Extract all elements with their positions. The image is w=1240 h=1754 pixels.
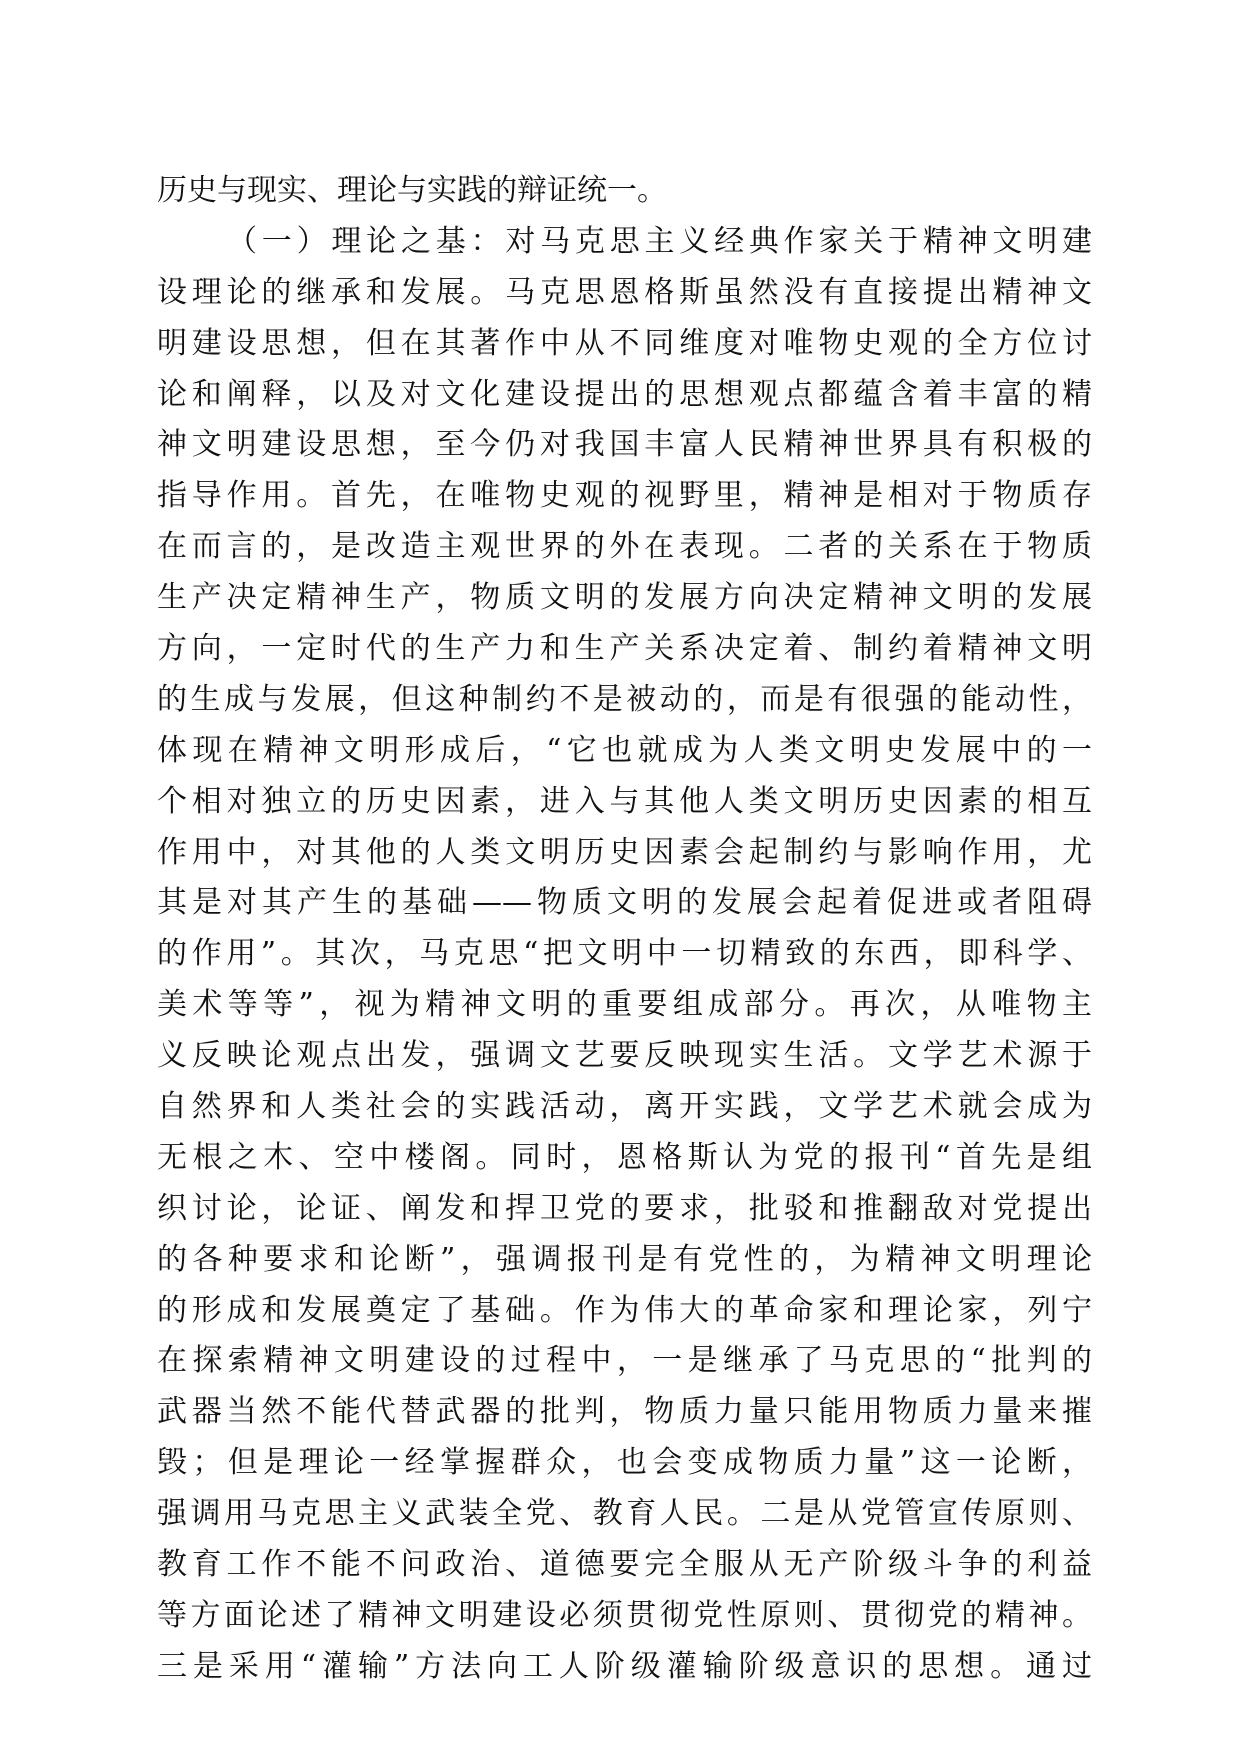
text-line: 的形成和发展奠定了基础。作为伟大的革命家和理论家，列宁 [157, 1292, 1092, 1328]
text-line: 历史与现实、理论与实践的辩证统一。 [157, 173, 667, 208]
text-line: 武器当然不能代替武器的批判，物质力量只能用物质力量来摧 [157, 1394, 1092, 1430]
text-line: 个相对独立的历史因素，进入与其他人类文明历史因素的相互 [157, 783, 1092, 819]
text-line: 美术等等”，视为精神文明的重要组成部分。再次，从唯物主 [157, 987, 1092, 1023]
text-line: 指导作用。首先，在唯物史观的视野里，精神是相对于物质存 [157, 478, 1092, 514]
text-line: 教育工作不能不问政治、道德要完全服从无产阶级斗争的利益 [157, 1547, 1092, 1583]
text-line: 其是对其产生的基础——物质文明的发展会起着促进或者阻碍 [157, 885, 1092, 921]
text-line: 的作用”。其次，马克思“把文明中一切精致的东西，即科学、 [157, 936, 1092, 972]
text-line: 等方面论述了精神文明建设必须贯彻党性原则、贯彻党的精神。 [157, 1597, 1092, 1633]
text-line: 自然界和人类社会的实践活动，离开实践，文学艺术就会成为 [157, 1089, 1092, 1125]
text-line: 论和阐释，以及对文化建设提出的思想观点都蕴含着丰富的精 [157, 376, 1092, 412]
text-line: 的生成与发展，但这种制约不是被动的，而是有很强的能动性， [157, 681, 1092, 717]
text-line: 明建设思想，但在其著作中从不同维度对唯物史观的全方位讨 [157, 325, 1092, 361]
text-line: 强调用马克思主义武装全党、教育人民。二是从党管宣传原则、 [157, 1496, 1092, 1532]
text-line: 生产决定精神生产，物质文明的发展方向决定精神文明的发展 [157, 580, 1092, 616]
text-line: 三是采用“灌输”方法向工人阶级灌输阶级意识的思想。通过 [157, 1648, 1092, 1684]
text-line: 无根之木、空中楼阁。同时，恩格斯认为党的报刊“首先是组 [157, 1139, 1092, 1175]
text-line: 神文明建设思想，至今仍对我国丰富人民精神世界具有积极的 [157, 427, 1092, 463]
body-text [157, 166, 1092, 1693]
text-line: 义反映论观点出发，强调文艺要反映现实生活。文学艺术源于 [157, 1038, 1092, 1074]
text-line: 方向，一定时代的生产力和生产关系决定着、制约着精神文明 [157, 631, 1092, 667]
section-heading-line: （一）理论之基：对马克思主义经典作家关于精神文明建 [227, 223, 1092, 259]
text-line: 在而言的，是改造主观世界的外在表现。二者的关系在于物质 [157, 529, 1092, 565]
text-line: 的各种要求和论断”，强调报刊是有党性的，为精神文明理论 [157, 1241, 1092, 1277]
text-line: 织讨论，论证、阐发和捍卫党的要求，批驳和推翻敌对党提出 [157, 1190, 1092, 1226]
text-line: 作用中，对其他的人类文明历史因素会起制约与影响作用，尤 [157, 834, 1092, 870]
text-line: 体现在精神文明形成后，“它也就成为人类文明史发展中的一 [157, 732, 1092, 768]
text-line: 设理论的继承和发展。马克思恩格斯虽然没有直接提出精神文 [157, 274, 1092, 310]
text-line: 毁；但是理论一经掌握群众，也会变成物质力量”这一论断， [157, 1445, 1092, 1481]
text-line: 在探索精神文明建设的过程中，一是继承了马克思的“批判的 [157, 1343, 1092, 1379]
